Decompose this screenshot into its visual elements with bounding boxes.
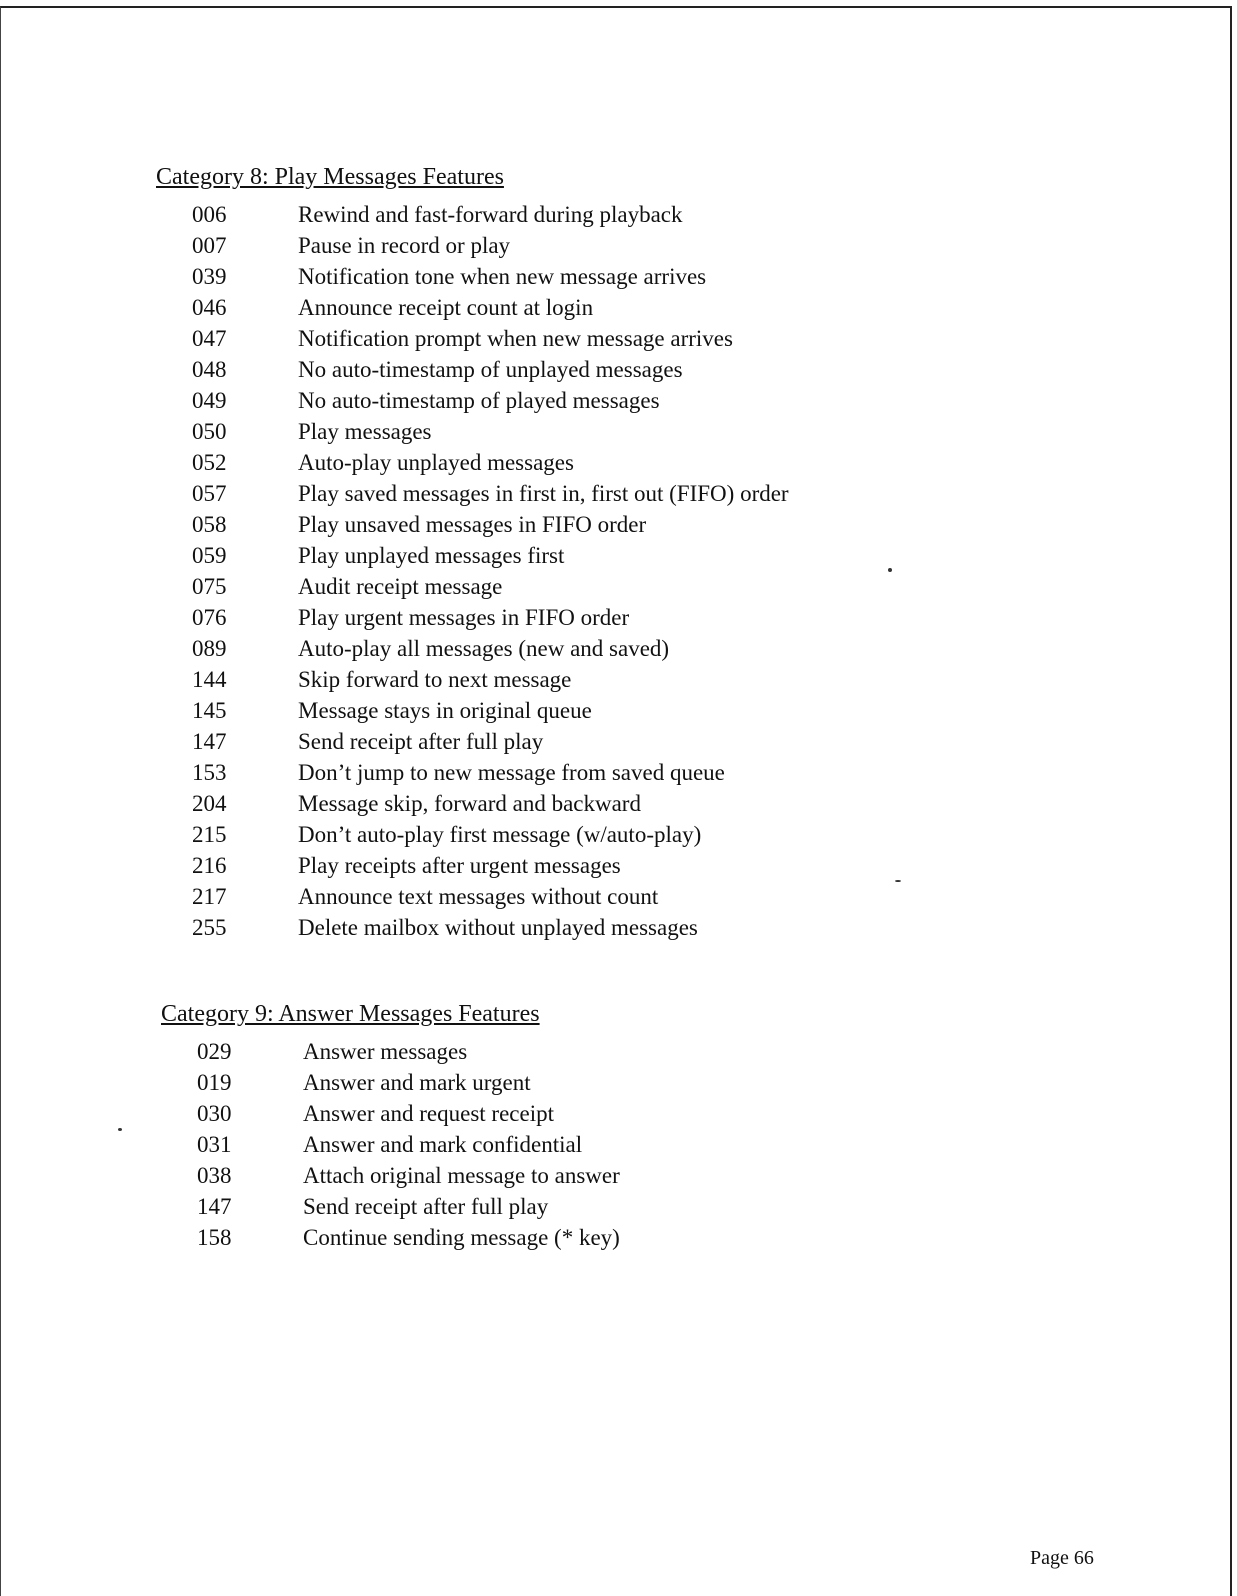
feature-row bbox=[192, 726, 544, 757]
feature-description: Announce text messages without count bbox=[298, 884, 659, 909]
feature-description: Attach original message to answer bbox=[303, 1163, 620, 1188]
feature-code: 204 bbox=[192, 791, 227, 816]
feature-row bbox=[192, 633, 670, 664]
feature-description: Notification prompt when new message arrives bbox=[298, 326, 733, 351]
feature-row bbox=[192, 199, 683, 230]
feature-row bbox=[197, 1160, 620, 1191]
feature-code: 038 bbox=[197, 1163, 232, 1188]
feature-code: 255 bbox=[192, 915, 227, 940]
feature-description: Play messages bbox=[298, 419, 432, 444]
feature-row bbox=[192, 292, 594, 323]
feature-row bbox=[192, 788, 641, 819]
feature-code: 147 bbox=[197, 1194, 232, 1219]
feature-code: 217 bbox=[192, 884, 227, 909]
feature-code: 075 bbox=[192, 574, 227, 599]
feature-row bbox=[197, 1129, 583, 1160]
feature-row bbox=[192, 695, 592, 726]
feature-code: 031 bbox=[197, 1132, 232, 1157]
feature-row bbox=[197, 1067, 540, 1098]
feature-row bbox=[192, 540, 565, 571]
feature-code: 216 bbox=[192, 853, 227, 878]
scan-speck bbox=[118, 1128, 122, 1131]
feature-row bbox=[197, 1191, 549, 1222]
feature-description: Skip forward to next message bbox=[298, 667, 572, 692]
feature-description: Play unsaved messages in FIFO order bbox=[298, 512, 647, 537]
feature-row bbox=[192, 478, 789, 509]
feature-code: 052 bbox=[192, 450, 227, 475]
feature-row bbox=[192, 912, 698, 943]
feature-code: 049 bbox=[192, 388, 227, 413]
feature-row bbox=[192, 261, 707, 292]
feature-description: Play unplayed messages first bbox=[298, 543, 565, 568]
feature-description: Play saved messages in first in, first out (FIFO) order bbox=[298, 481, 789, 506]
feature-row bbox=[192, 850, 621, 881]
feature-code: 158 bbox=[197, 1225, 232, 1250]
feature-code: 007 bbox=[192, 233, 227, 258]
feature-row bbox=[192, 881, 659, 912]
feature-code: 006 bbox=[192, 202, 227, 227]
category-8-feature-list bbox=[192, 199, 789, 943]
feature-code: 058 bbox=[192, 512, 227, 537]
feature-description: Rewind and fast-forward during playback bbox=[298, 202, 683, 227]
feature-description: Auto-play all messages (new and saved) bbox=[298, 636, 670, 661]
feature-row bbox=[197, 1098, 554, 1129]
page-number: Page 66 bbox=[1030, 1547, 1094, 1569]
feature-row bbox=[192, 385, 660, 416]
category-9-feature-list bbox=[197, 1036, 620, 1253]
feature-code: 057 bbox=[192, 481, 227, 506]
category-9-section bbox=[161, 1000, 620, 1253]
feature-code: 039 bbox=[192, 264, 227, 289]
feature-code: 076 bbox=[192, 605, 227, 630]
feature-description: No auto-timestamp of unplayed messages bbox=[298, 357, 683, 382]
feature-description: Play urgent messages in FIFO order bbox=[298, 605, 630, 630]
feature-description: Message skip, forward and backward bbox=[298, 791, 641, 816]
feature-code: 046 bbox=[192, 295, 227, 320]
feature-row bbox=[192, 416, 504, 447]
feature-description: Audit receipt message bbox=[298, 574, 503, 599]
feature-row bbox=[192, 230, 511, 261]
feature-row bbox=[192, 571, 504, 602]
feature-row bbox=[192, 757, 725, 788]
feature-code: 153 bbox=[192, 760, 227, 785]
feature-row bbox=[192, 509, 647, 540]
feature-description: Answer messages bbox=[303, 1039, 468, 1064]
feature-description: Notification tone when new message arrives bbox=[298, 264, 707, 289]
feature-row bbox=[197, 1036, 540, 1067]
feature-code: 215 bbox=[192, 822, 227, 847]
feature-description: Don’t jump to new message from saved queue bbox=[298, 760, 725, 785]
feature-code: 030 bbox=[197, 1101, 232, 1126]
feature-row bbox=[192, 323, 733, 354]
feature-description: Answer and mark confidential bbox=[303, 1132, 583, 1157]
feature-description: Auto-play unplayed messages bbox=[298, 450, 574, 475]
category-8-section bbox=[156, 163, 789, 943]
feature-code: 029 bbox=[197, 1039, 232, 1064]
feature-row bbox=[192, 819, 702, 850]
feature-description: Answer and request receipt bbox=[303, 1101, 554, 1126]
feature-description: Pause in record or play bbox=[298, 233, 511, 258]
feature-code: 059 bbox=[192, 543, 227, 568]
feature-description: Send receipt after full play bbox=[298, 729, 544, 754]
feature-code: 144 bbox=[192, 667, 227, 692]
scan-speck bbox=[888, 568, 892, 572]
feature-description: Announce receipt count at login bbox=[298, 295, 594, 320]
feature-row bbox=[192, 354, 683, 385]
feature-code: 047 bbox=[192, 326, 227, 351]
feature-row bbox=[192, 664, 572, 695]
feature-code: 147 bbox=[192, 729, 227, 754]
feature-description: Continue sending message (* key) bbox=[303, 1225, 620, 1250]
feature-code: 048 bbox=[192, 357, 227, 382]
feature-code: 089 bbox=[192, 636, 227, 661]
feature-description: Message stays in original queue bbox=[298, 698, 592, 723]
scan-speck bbox=[895, 880, 901, 882]
feature-code: 019 bbox=[197, 1070, 232, 1095]
feature-description: No auto-timestamp of played messages bbox=[298, 388, 660, 413]
feature-row bbox=[192, 447, 574, 478]
category-8-heading: Category 8: Play Messages Features bbox=[156, 164, 504, 190]
feature-description: Play receipts after urgent messages bbox=[298, 853, 621, 878]
feature-description: Delete mailbox without unplayed messages bbox=[298, 915, 698, 940]
category-9-heading: Category 9: Answer Messages Features bbox=[161, 1001, 540, 1027]
feature-description: Send receipt after full play bbox=[303, 1194, 549, 1219]
feature-row bbox=[192, 602, 630, 633]
feature-description: Answer and mark urgent bbox=[303, 1070, 531, 1095]
feature-row bbox=[197, 1222, 620, 1253]
feature-code: 145 bbox=[192, 698, 227, 723]
feature-description: Don’t auto-play first message (w/auto-play) bbox=[298, 822, 702, 847]
feature-code: 050 bbox=[192, 419, 227, 444]
